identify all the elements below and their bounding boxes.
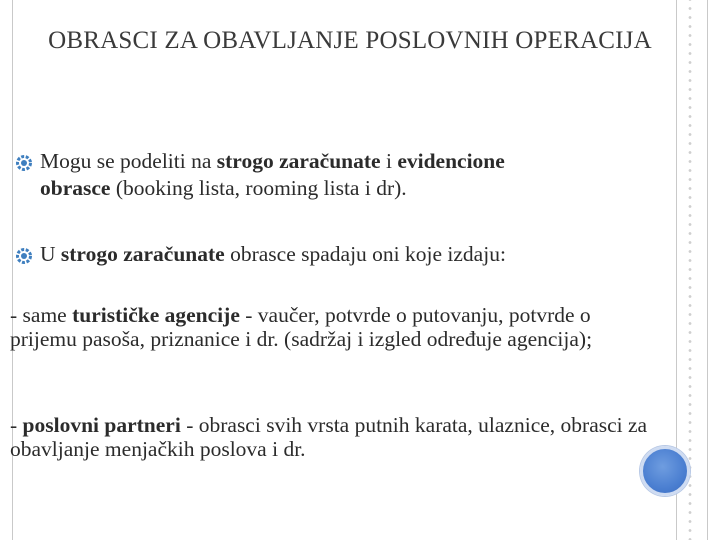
bullet-1-bold-a: strogo zaračunate bbox=[216, 149, 381, 173]
para-1-pre: - same bbox=[10, 303, 73, 327]
bullet-1 bbox=[40, 148, 640, 202]
bullet-2-text-b: obrasce spadaju oni koje izdaju: bbox=[224, 242, 506, 266]
bullet-2 bbox=[40, 241, 660, 268]
bullet-1-text-b: i bbox=[380, 149, 398, 173]
gear-bullet-icon bbox=[16, 248, 32, 264]
para-2-rest: - obrasci svih vrsta putnih karata, ulaznice, obrasci za obavljanje menjačkih poslova i dr. bbox=[10, 413, 648, 461]
bullet-2-bold: strogo zaračunate bbox=[60, 242, 225, 266]
right-frame-line-2 bbox=[707, 0, 708, 540]
bullet-2-text-a: U bbox=[40, 242, 61, 266]
bullet-1-text-c: (booking lista, rooming lista i dr). bbox=[110, 176, 407, 200]
para-1-rest: - vaučer, potvrde o putovanju, potvrde o prijemu pasoša, priznanice i dr. (sadržaj i izgled određuje agencija); bbox=[10, 303, 593, 351]
paragraph-tourist-agencies bbox=[10, 304, 650, 351]
para-2-pre: - bbox=[10, 413, 23, 437]
slide-title: OBRASCI ZA OBAVLJANJE POSLOVNIH OPERACIJA bbox=[48, 27, 652, 54]
bullet-1-text-a: Mogu se podeliti na bbox=[40, 149, 217, 173]
para-1-bold: turističke agencije bbox=[72, 303, 240, 327]
decorative-circle bbox=[640, 446, 690, 496]
bullet-1-bold-c: obrasce bbox=[40, 176, 111, 200]
gear-bullet-icon bbox=[16, 155, 32, 171]
bullet-1-bold-b: evidencione bbox=[397, 149, 505, 173]
paragraph-business-partners bbox=[10, 414, 675, 461]
para-2-bold: poslovni partneri bbox=[22, 413, 181, 437]
